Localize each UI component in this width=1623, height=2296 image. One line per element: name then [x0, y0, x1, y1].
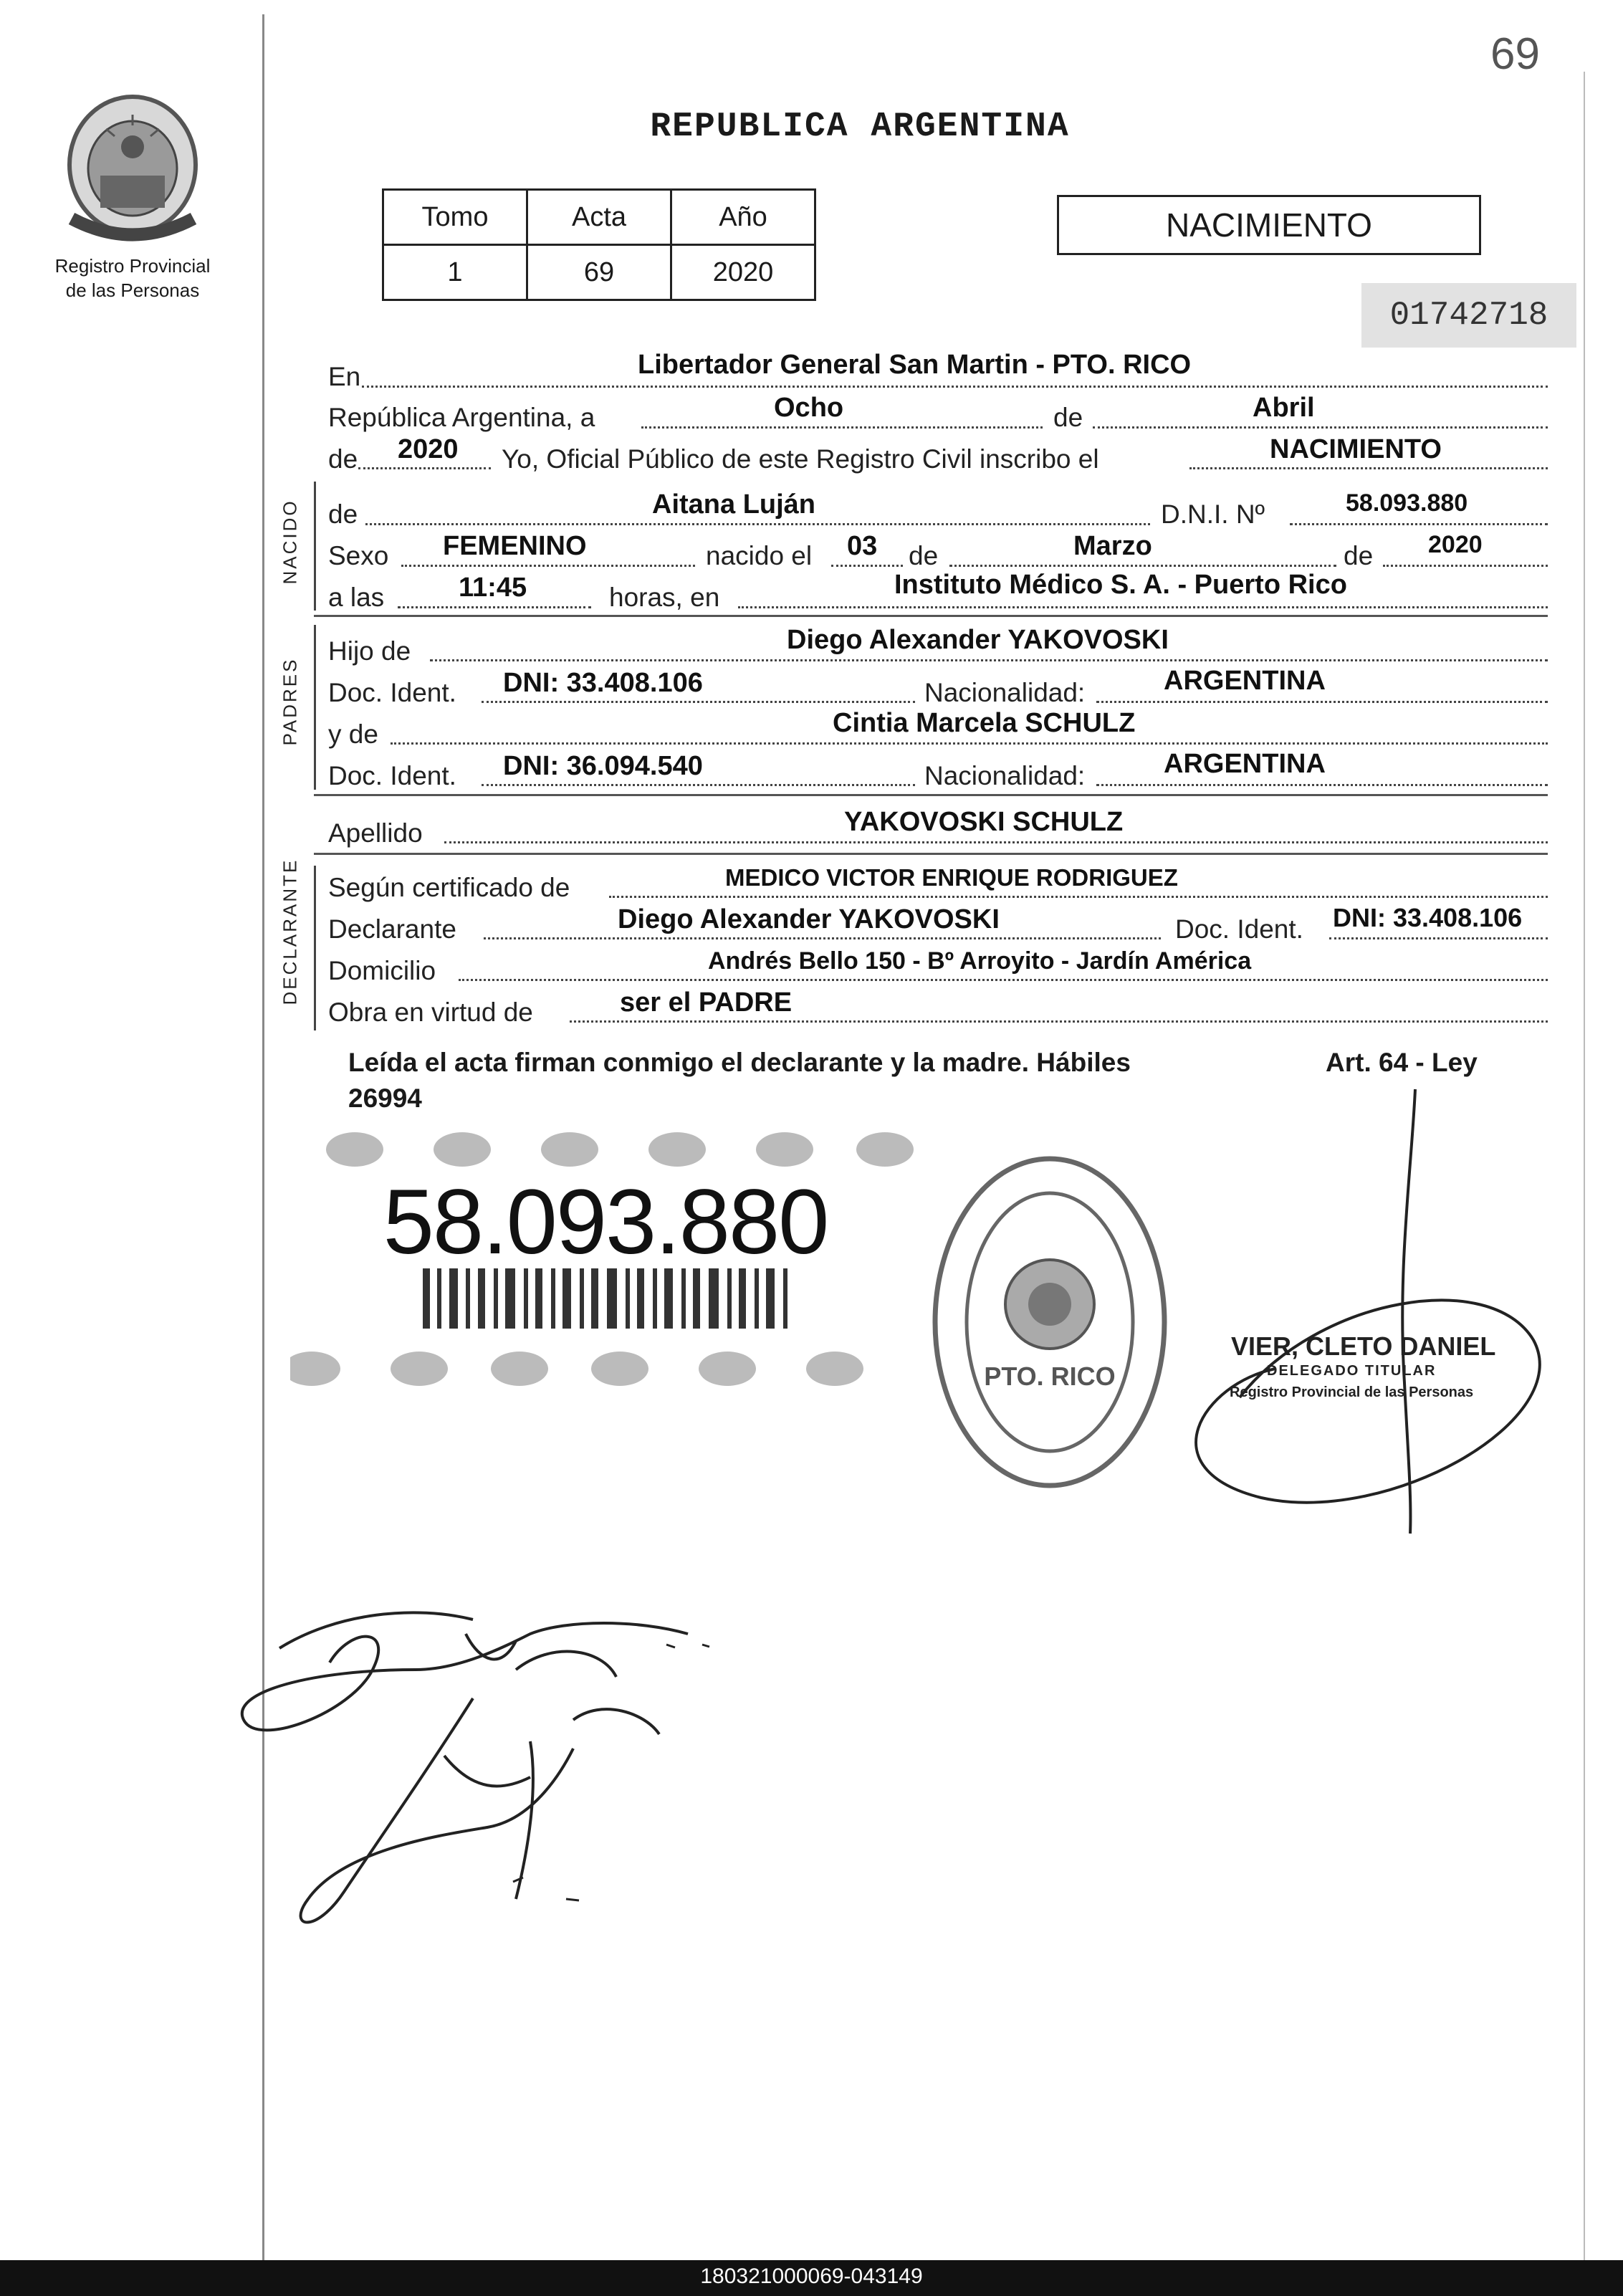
- value-padre-nac: ARGENTINA: [1164, 666, 1326, 696]
- rule-mes: [1093, 426, 1548, 429]
- label-de-anio2: de: [1344, 541, 1374, 570]
- value-padre: Diego Alexander YAKOVOSKI: [787, 625, 1169, 655]
- register-value-acta: 69: [527, 245, 671, 300]
- official-name: VIER, CLETO DANIEL: [1231, 1331, 1496, 1361]
- label-de-mes: de: [1053, 403, 1083, 432]
- label-hijo-de: Hijo de: [328, 636, 411, 666]
- value-lugar-nac: Instituto Médico S. A. - Puerto Rico: [894, 570, 1347, 600]
- value-certificado: MEDICO VICTOR ENRIQUE RODRIGUEZ: [725, 864, 1178, 891]
- value-tipo: NACIMIENTO: [1270, 434, 1442, 464]
- record-type-box: NACIMIENTO: [1057, 195, 1481, 255]
- rule-madre-doc: [482, 784, 915, 786]
- logo-caption-line1: Registro Provincial: [54, 255, 211, 277]
- label-doc-ident2: Doc. Ident.: [328, 761, 456, 790]
- value-sexo: FEMENINO: [443, 531, 587, 561]
- label-de-nombre: de: [328, 499, 358, 529]
- register-value-anio: 2020: [671, 245, 815, 300]
- rule-anio-nac: [1383, 565, 1548, 567]
- value-apellido: YAKOVOSKI SCHULZ: [844, 807, 1124, 837]
- rule-en: [362, 386, 1548, 388]
- rule-padre: [430, 659, 1548, 661]
- register-value-tomo: 1: [383, 245, 527, 300]
- mother-signature-icon: [258, 1670, 688, 1942]
- official-signature-icon: [1061, 1082, 1562, 1541]
- dni-sticker: [290, 1125, 914, 1390]
- label-nacionalidad2: Nacionalidad:: [924, 761, 1086, 790]
- rule-declarante-doc: [1329, 937, 1548, 939]
- value-declarante-doc: DNI: 33.408.106: [1333, 903, 1523, 932]
- label-declarante: Declarante: [328, 914, 456, 944]
- label-y-de: y de: [328, 719, 378, 749]
- label-nacionalidad1: Nacionalidad:: [924, 678, 1086, 707]
- label-dni-no: D.N.I. Nº: [1161, 499, 1265, 529]
- right-edge-line: [1584, 72, 1585, 2264]
- label-nacido-el: nacido el: [706, 541, 813, 570]
- label-de-mes2: de: [909, 541, 939, 570]
- official-role: DELEGADO TITULAR: [1267, 1363, 1437, 1379]
- label-doc-ident3: Doc. Ident.: [1175, 914, 1303, 944]
- official-office: Registro Provincial de las Personas: [1230, 1384, 1474, 1400]
- value-anio: 2020: [398, 434, 459, 464]
- province-logo: [57, 86, 208, 251]
- page-title: REPUBLICA ARGENTINA: [650, 107, 1070, 146]
- rule-republica-dia: [641, 426, 1043, 429]
- section-padres-label: PADRES: [279, 657, 301, 746]
- province-emblem-icon: [57, 86, 208, 251]
- value-anio-nac: 2020: [1428, 531, 1483, 558]
- rule-hora: [398, 606, 591, 608]
- value-lugar: Libertador General San Martin - PTO. RICO: [638, 350, 1192, 380]
- label-domicilio: Domicilio: [328, 956, 436, 985]
- register-header-anio: Año: [671, 190, 815, 245]
- label-sexo: Sexo: [328, 541, 389, 570]
- label-de-anio: de: [328, 444, 358, 474]
- label-horas-en: horas, en: [609, 583, 720, 612]
- value-dia: Ocho: [774, 393, 844, 423]
- label-obra: Obra en virtud de: [328, 998, 533, 1027]
- divider-apellido: [314, 853, 1548, 855]
- closing-text-2: 26994: [348, 1084, 422, 1113]
- rule-lugar-nac: [738, 606, 1548, 608]
- serial-number: 01742718: [1361, 283, 1576, 348]
- sticker-number: 58.093.880: [383, 1171, 828, 1273]
- rule-nombre: [365, 523, 1150, 525]
- rule-dia-nac: [831, 565, 903, 567]
- register-header-tomo: Tomo: [383, 190, 527, 245]
- rule-anio: [358, 467, 491, 469]
- divider-nacido: [314, 615, 1548, 617]
- value-nombre: Aitana Luján: [652, 489, 816, 520]
- rule-apellido: [444, 841, 1548, 843]
- rule-obra: [570, 1020, 1548, 1023]
- register-header-acta: Acta: [527, 190, 671, 245]
- rule-domicilio: [459, 979, 1548, 981]
- section-nacido-bar: [314, 482, 316, 611]
- section-declarante-bar: [314, 866, 316, 1030]
- label-doc-ident1: Doc. Ident.: [328, 678, 456, 707]
- section-declarante-label: DECLARANTE: [279, 858, 301, 1005]
- section-nacido-label: NACIDO: [279, 499, 301, 585]
- footer-code: 180321000069-043149: [700, 2264, 923, 2288]
- label-a-las: a las: [328, 583, 385, 612]
- closing-text-1: Leída el acta firman conmigo el declarante y la madre. Hábiles: [348, 1048, 1131, 1077]
- rule-padre-doc: [482, 701, 915, 703]
- label-oficial: Yo, Oficial Público de este Registro Civil inscribo el: [502, 444, 1099, 474]
- logo-caption-line2: de las Personas: [65, 279, 200, 301]
- rule-tipo: [1189, 467, 1548, 469]
- rule-madre-nac: [1096, 784, 1548, 786]
- rule-dni: [1290, 523, 1548, 525]
- value-madre: Cintia Marcela SCHULZ: [833, 708, 1136, 738]
- register-table: [382, 188, 816, 301]
- closing-text-ref: Art. 64 - Ley: [1326, 1048, 1478, 1077]
- rule-sexo: [401, 565, 695, 567]
- rule-declarante: [484, 937, 1161, 939]
- rule-mes-nac: [949, 565, 1336, 567]
- label-en: En: [328, 362, 361, 391]
- value-hora: 11:45: [459, 573, 527, 603]
- section-padres-bar: [314, 625, 316, 790]
- value-domicilio: Andrés Bello 150 - Bº Arroyito - Jardín América: [708, 947, 1252, 975]
- label-segun-cert: Según certificado de: [328, 873, 570, 902]
- value-obra: ser el PADRE: [620, 987, 793, 1018]
- value-madre-nac: ARGENTINA: [1164, 749, 1326, 779]
- value-mes: Abril: [1253, 393, 1315, 423]
- stamp-center-text: PTO. RICO: [984, 1362, 1116, 1391]
- value-madre-doc: DNI: 36.094.540: [503, 751, 703, 781]
- label-republica: República Argentina, a: [328, 403, 595, 432]
- value-mes-nac: Marzo: [1073, 531, 1152, 561]
- divider-padres: [314, 794, 1548, 796]
- value-dia-nac: 03: [847, 531, 878, 561]
- rule-madre: [391, 742, 1548, 745]
- rule-padre-nac: [1096, 701, 1548, 703]
- value-dni: 58.093.880: [1346, 489, 1468, 517]
- rule-certificado: [609, 896, 1548, 898]
- label-apellido: Apellido: [328, 818, 423, 848]
- page-number: 69: [1490, 29, 1540, 79]
- value-declarante: Diego Alexander YAKOVOSKI: [618, 904, 1000, 934]
- value-padre-doc: DNI: 33.408.106: [503, 668, 703, 698]
